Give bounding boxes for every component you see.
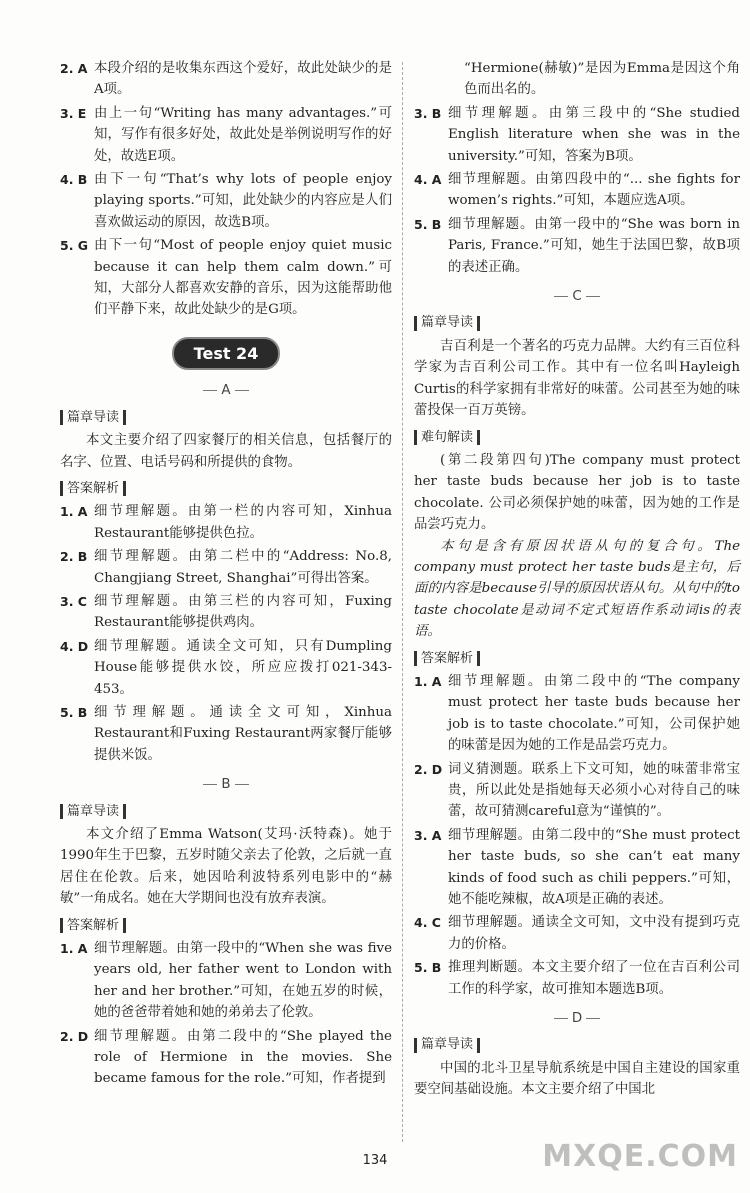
test-title-badge	[60, 337, 392, 370]
answer-item: 2. B 细节理解题。由第二栏中的“Address: No.8, Changjiang Street, Shanghai”可得出答案。	[60, 549, 392, 586]
guide-text: 本文主要介绍了四家餐厅的相关信息，包括餐厅的名字、位置、电话号码和所提供的食物。	[60, 433, 392, 470]
answer-item: 2. D 词义猜测题。联系上下文可知，她的味蕾非常宝贵，所以此处是指她每天必须小心对待自己的味蕾，故可猜测careful意为“谨慎的”。	[414, 761, 740, 820]
test-title: Test 24	[172, 337, 281, 370]
answer-item: 5. B 细节理解题。通读全文可知，Xinhua Restaurant和Fuxing Restaurant两家餐厅能够提供米饭。	[60, 704, 392, 763]
guide-heading: 篇章导读	[60, 801, 392, 822]
section-label-b: B	[60, 774, 392, 795]
section-label-d: D	[414, 1008, 740, 1029]
answer-number: 5. G	[60, 238, 89, 254]
answer-item: 1. A 细节理解题。由第一段中的“When she was five years old, her father went to London with her and her brother.”可知，在她五岁的时候，她的爸爸带着她和她的弟弟去了伦敦。	[60, 941, 392, 1021]
section-label-c: C	[414, 286, 740, 307]
section-label-a: A	[60, 380, 392, 401]
page-number: 134	[362, 1153, 388, 1168]
answer-item: 4. D 细节理解题。通读全文可知，只有Dumpling House能够提供水饺，所应应拨打021-343-453。	[60, 638, 392, 697]
answer-heading: 答案解析	[60, 915, 392, 936]
answer-item: 3. A 细节理解题。由第二段中的“She must protect her taste buds, so she can’t eat many kinds of food such as chili peppers.”可知，她不能吃辣椒，故A项是正确的表述。	[414, 827, 740, 908]
answer-item: 3. C 细节理解题。由第三栏的内容可知，Fuxing Restaurant能够提供鸡肉。	[60, 593, 392, 631]
answer-item: 1. A 细节理解题。由第二段中的“The company must protect her taste buds because her job is to taste chocolate.”可知，公司保护她的味蕾是因为她的工作是品尝巧克力。	[414, 673, 740, 754]
answer-continuation: “Hermione(赫敏)”是因为Emma是因这个角色而出名的。	[464, 61, 740, 98]
answer-item: 2. D 细节理解题。由第二段中的“She played the role of Hermione in the movies. She became famous for the role.”可知，作者提到	[60, 1028, 392, 1087]
answer-item: 3. B 细节理解题。由第三段中的“She studied English literature when she was in the university.”可知，答案为B项。	[414, 105, 740, 164]
answer-item: 4. C 细节理解题。通读全文可知，文中没有提到巧克力的价格。	[414, 915, 740, 952]
answer-item: 1. A 细节理解题。由第一栏的内容可知，Xinhua Restaurant能够提供色拉。	[60, 504, 392, 541]
answer-number: 3. E	[60, 105, 87, 121]
answer-item	[60, 58, 392, 101]
answer-text: 本段介绍的是收集东西这个爱好，故此处缺少的是A项。	[94, 61, 392, 98]
watermark-logo: MXQE.COM	[542, 1139, 738, 1174]
right-column	[414, 0, 740, 1101]
answer-item	[60, 103, 392, 167]
hard-sentence-explanation: 本句是含有原因状语从句的复合句。The company must protect her taste buds是主句，后面的内容是because引导的原因状语从句。从句中的to taste chocolate是动词不定式短语作系动词is的表语。	[414, 538, 740, 640]
column-divider	[402, 62, 403, 1142]
answer-number: 2. A	[60, 61, 88, 76]
answer-text: 由下一句“That’s why lots of people enjoy playing sports.”可知，此处缺少的内容应是人们喜欢做运动的原因，故选B项。	[94, 172, 392, 230]
answer-heading: 答案解析	[414, 648, 740, 669]
answer-item: 4. A 细节理解题。由第四段中的“... she fights for women’s rights.”可知，本题应选A项。	[414, 172, 740, 209]
answer-item: 5. B 推理判断题。本文主要介绍了一位在吉百利公司工作的科学家，故可推知本题选B项。	[414, 960, 740, 997]
answer-item	[60, 235, 392, 321]
guide-text: 本文介绍了Emma Watson(艾玛·沃特森)。她于1990年生于巴黎，五岁时随父亲去了伦敦，之后就一直居住在伦敦。后来，她因哈利波特系列电影中的“赫敏”一角成名。她在大学期间也没有放弃表演。	[60, 827, 392, 907]
answer-item: 5. B 细节理解题。由第一段中的“She was born in Paris, France.”可知，她生于法国巴黎，故B项的表述正确。	[414, 216, 740, 275]
answer-item	[60, 169, 392, 233]
answer-text: 由下一句“Most of people enjoy quiet music because it can help them calm down.”可知，大部分人都喜欢安静的音乐，因为这能帮助他们平静下来，故此处缺少的是G项。	[94, 238, 392, 318]
answer-text: 由上一句“Writing has many advantages.”可知，写作有很多好处，故此处是举例说明写作的好处，故选E项。	[94, 105, 392, 164]
guide-heading: 篇章导读	[414, 312, 740, 333]
guide-text: 吉百利是一个著名的巧克力品牌。大约有三百位科学家为吉百利公司工作。其中有一位名叫Hayleigh Curtis的科学家拥有非常好的味蕾。公司甚至为她的味蕾投保一百万英镑。	[414, 338, 740, 419]
answer-number: 4. B	[60, 172, 88, 188]
guide-heading: 篇章导读	[60, 407, 392, 428]
answer-heading: 答案解析	[60, 478, 392, 499]
guide-text: 中国的北斗卫星导航系统是中国自主建设的国家重要空间基础设施。本文主要介绍了中国北	[414, 1060, 740, 1098]
hard-sentence-heading: 难句解读	[414, 427, 740, 448]
hard-sentence: (第二段第四句)The company must protect her taste buds because her job is to taste chocolate. 公司必须保护她的味蕾，因为她的工作是品尝巧克力。	[414, 452, 740, 533]
guide-heading: 篇章导读	[414, 1034, 740, 1055]
left-column	[60, 0, 392, 1092]
